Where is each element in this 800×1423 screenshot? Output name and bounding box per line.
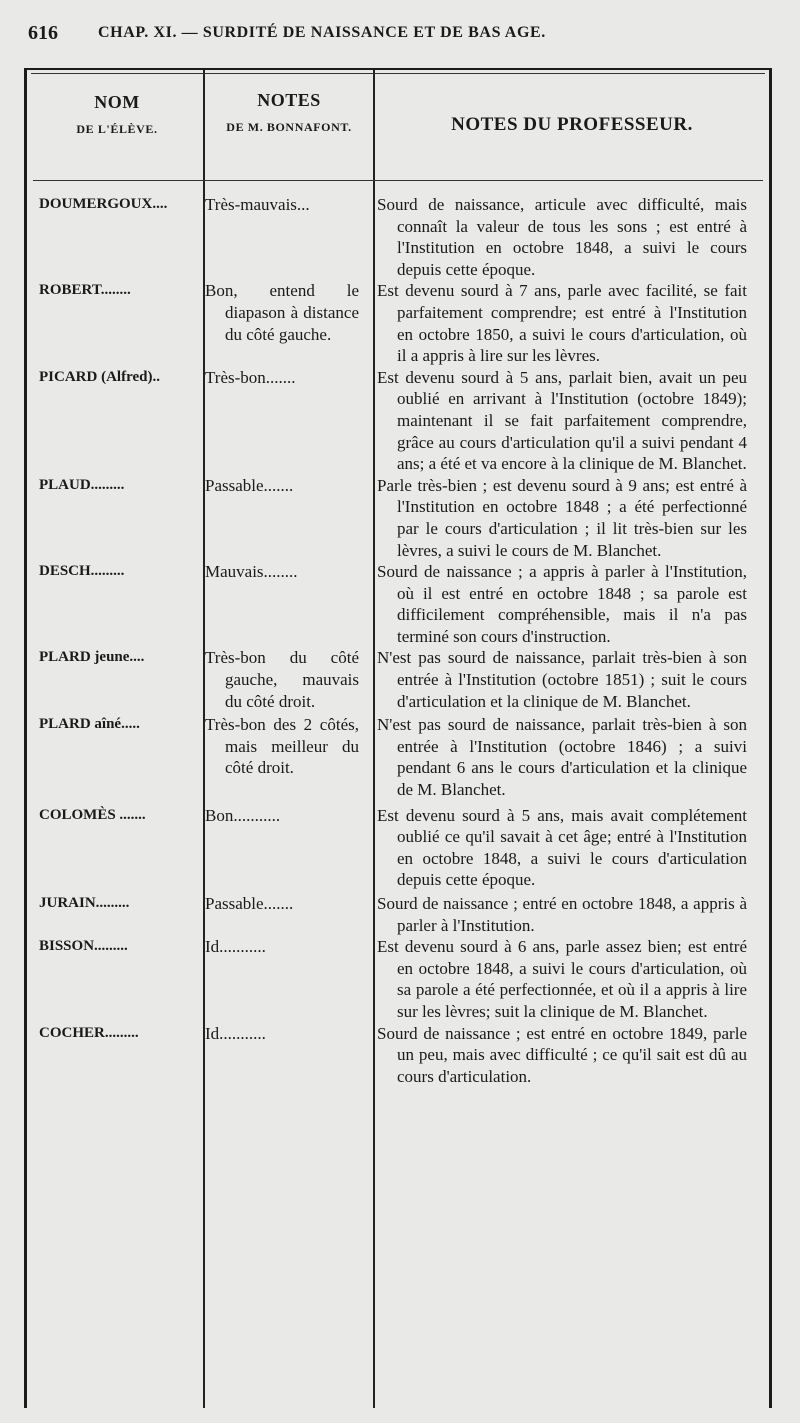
professor-note-text: Est devenu sourd à 5 ans, parlait bien, avait un peu oublié en arrivant à l'Institution (octobre 1849); maintenant il se fait parfaitement comprendre, grâce au cours d'articulation qu'il a suivi pendant 4 ans; a été et va encore à la clinique de M. Blanchet. bbox=[377, 367, 747, 474]
professor-note-text: Sourd de naissance ; a appris à parler à l'Institution, où il est entré en octobre 1848 ; sa parole est difficilement compréhensible, mais il n'a pas terminé son cours d'instruction. bbox=[377, 562, 747, 646]
student-name: DESCH......... bbox=[39, 563, 125, 580]
professor-note bbox=[367, 280, 753, 366]
bonnafont-note-text: Id........... bbox=[205, 937, 266, 957]
bonnafont-note-text: Très-mauvais... bbox=[205, 195, 310, 214]
header-rule bbox=[33, 180, 763, 181]
bonnafont-note bbox=[197, 936, 367, 1022]
professor-note bbox=[367, 194, 753, 280]
bonnafont-note bbox=[197, 280, 367, 366]
student-name: PLAUD......... bbox=[39, 476, 125, 493]
col1-subtitle: DE L'ÉLÈVE. bbox=[76, 121, 158, 136]
bonnafont-note bbox=[197, 805, 367, 891]
bonnafont-note bbox=[197, 714, 367, 800]
bonnafont-note bbox=[197, 367, 367, 475]
professor-note bbox=[367, 805, 753, 891]
professor-note-text: Sourd de naissance ; entré en octobre 1848, a appris à parler à l'Institution. bbox=[377, 894, 747, 935]
professor-note-text: N'est pas sourd de naissance, parlait très-bien à son entrée à l'Institution (octobre 1851) ; suit le cours d'articulation et la clinique de M. Blanchet. bbox=[377, 648, 747, 711]
column-header-bonnafont bbox=[207, 90, 371, 134]
col2-title: NOTES bbox=[257, 90, 321, 110]
professor-note bbox=[367, 893, 753, 936]
bonnafont-note bbox=[197, 1023, 367, 1088]
table-row bbox=[27, 1023, 769, 1088]
table-row bbox=[27, 280, 769, 366]
bonnafont-note-text: Très-bon des 2 côtés, mais meilleur du côté droit. bbox=[205, 715, 359, 778]
table-header bbox=[27, 80, 769, 180]
column-header-name bbox=[33, 92, 201, 136]
professor-note bbox=[367, 1023, 753, 1088]
professor-note-text: Sourd de naissance ; est entré en octobre 1849, parle un peu, mais avec difficulté ; ce qu'il sait est dû au cours d'articulation. bbox=[377, 1023, 747, 1086]
running-header bbox=[28, 18, 780, 48]
professor-note-text: Est devenu sourd à 5 ans, mais avait complétement oublié ce qu'il savait à cet âge; entré à l'Institution en octobre 1848, a suivi le cours d'articulation depuis cette époque. bbox=[377, 805, 747, 890]
professor-note-text: Sourd de naissance, articule avec difficulté, mais connaît la valeur de tous les sons ; est entré à l'Institution en octobre 1848, a suivi le cours depuis cette époque. bbox=[377, 195, 747, 279]
student-name: PLARD aîné..... bbox=[39, 716, 140, 733]
bonnafont-note bbox=[197, 194, 367, 280]
professor-note-text: Est devenu sourd à 7 ans, parle avec facilité, se fait parfaitement comprendre; est entré à l'Institution en octobre 1850, a suivi le cours d'articulation, où il a appris à lire sur les lèvres. bbox=[377, 281, 747, 366]
bonnafont-note-text: Bon........... bbox=[205, 805, 281, 825]
student-name: COCHER......... bbox=[39, 1024, 139, 1041]
bonnafont-note-text: Bon, entend le diapason à distance du côté gauche. bbox=[205, 281, 359, 344]
professor-note bbox=[367, 647, 753, 712]
bonnafont-note-text: Passable....... bbox=[205, 894, 294, 913]
student-name: ROBERT........ bbox=[39, 282, 131, 299]
bonnafont-note-text: Passable....... bbox=[205, 475, 294, 495]
student-name: COLOMÈS ....... bbox=[39, 806, 146, 823]
student-name: PICARD (Alfred).. bbox=[39, 368, 160, 385]
table-row bbox=[27, 475, 769, 561]
student-name: DOUMERGOUX.... bbox=[39, 196, 168, 212]
col1-title: NOM bbox=[94, 92, 140, 112]
bonnafont-note-text: Mauvais........ bbox=[205, 562, 298, 582]
student-name: JURAIN......... bbox=[39, 895, 130, 911]
table-row bbox=[27, 805, 769, 891]
bonnafont-note bbox=[197, 561, 367, 647]
professor-note-text: Est devenu sourd à 6 ans, parle assez bien; est entré en octobre 1848, a suivi le cours d'articulation, où sa parole a été perfectionnée, et où il a appris à lire sur les lèvres; suit la clinique de M. Blanchet. bbox=[377, 937, 747, 1021]
professor-note bbox=[367, 936, 753, 1022]
professor-note bbox=[367, 367, 753, 475]
professor-note bbox=[367, 475, 753, 561]
column-header-professeur bbox=[377, 114, 767, 136]
table-row bbox=[27, 194, 769, 280]
col3-title: NOTES DU PROFESSEUR. bbox=[451, 114, 693, 135]
table-body bbox=[27, 194, 769, 1091]
table-row bbox=[27, 893, 769, 936]
professor-note-text: Parle très-bien ; est devenu sourd à 9 ans; est entré à l'Institution en octobre 1848 ; a été perfectionné par le cours d'articulation ; il lit très-bien sur les lèvres, a suivi le cours de M. Blanchet. bbox=[377, 475, 747, 560]
bonnafont-note bbox=[197, 893, 367, 936]
bonnafont-note bbox=[197, 647, 367, 712]
bonnafont-note-text: Très-bon....... bbox=[205, 367, 296, 387]
table-row bbox=[27, 561, 769, 647]
col2-subtitle: DE M. BONNAFONT. bbox=[226, 119, 352, 134]
professor-note-text: N'est pas sourd de naissance, parlait très-bien à son entrée à l'Institution (octobre 1846) ; a suivi pendant 6 ans le cours d'articulation et la clinique de M. Blanchet. bbox=[377, 715, 747, 800]
bonnafont-note-text: Id........... bbox=[205, 1023, 266, 1043]
bonnafont-note bbox=[197, 475, 367, 561]
student-name: PLARD jeune.... bbox=[39, 649, 145, 666]
student-name: BISSON......... bbox=[39, 938, 128, 955]
professor-note bbox=[367, 714, 753, 800]
running-head: CHAP. XI. — SURDITÉ DE NAISSANCE ET DE BAS AGE. bbox=[98, 24, 546, 41]
table-row bbox=[27, 647, 769, 712]
table-row bbox=[27, 367, 769, 475]
bonnafont-note-text: Très-bon du côté gauche, mauvais du côté droit. bbox=[205, 648, 359, 711]
table-row bbox=[27, 714, 769, 800]
professor-note bbox=[367, 561, 753, 647]
table-row bbox=[27, 936, 769, 1022]
page-number: 616 bbox=[28, 21, 58, 44]
students-table bbox=[24, 68, 772, 1408]
